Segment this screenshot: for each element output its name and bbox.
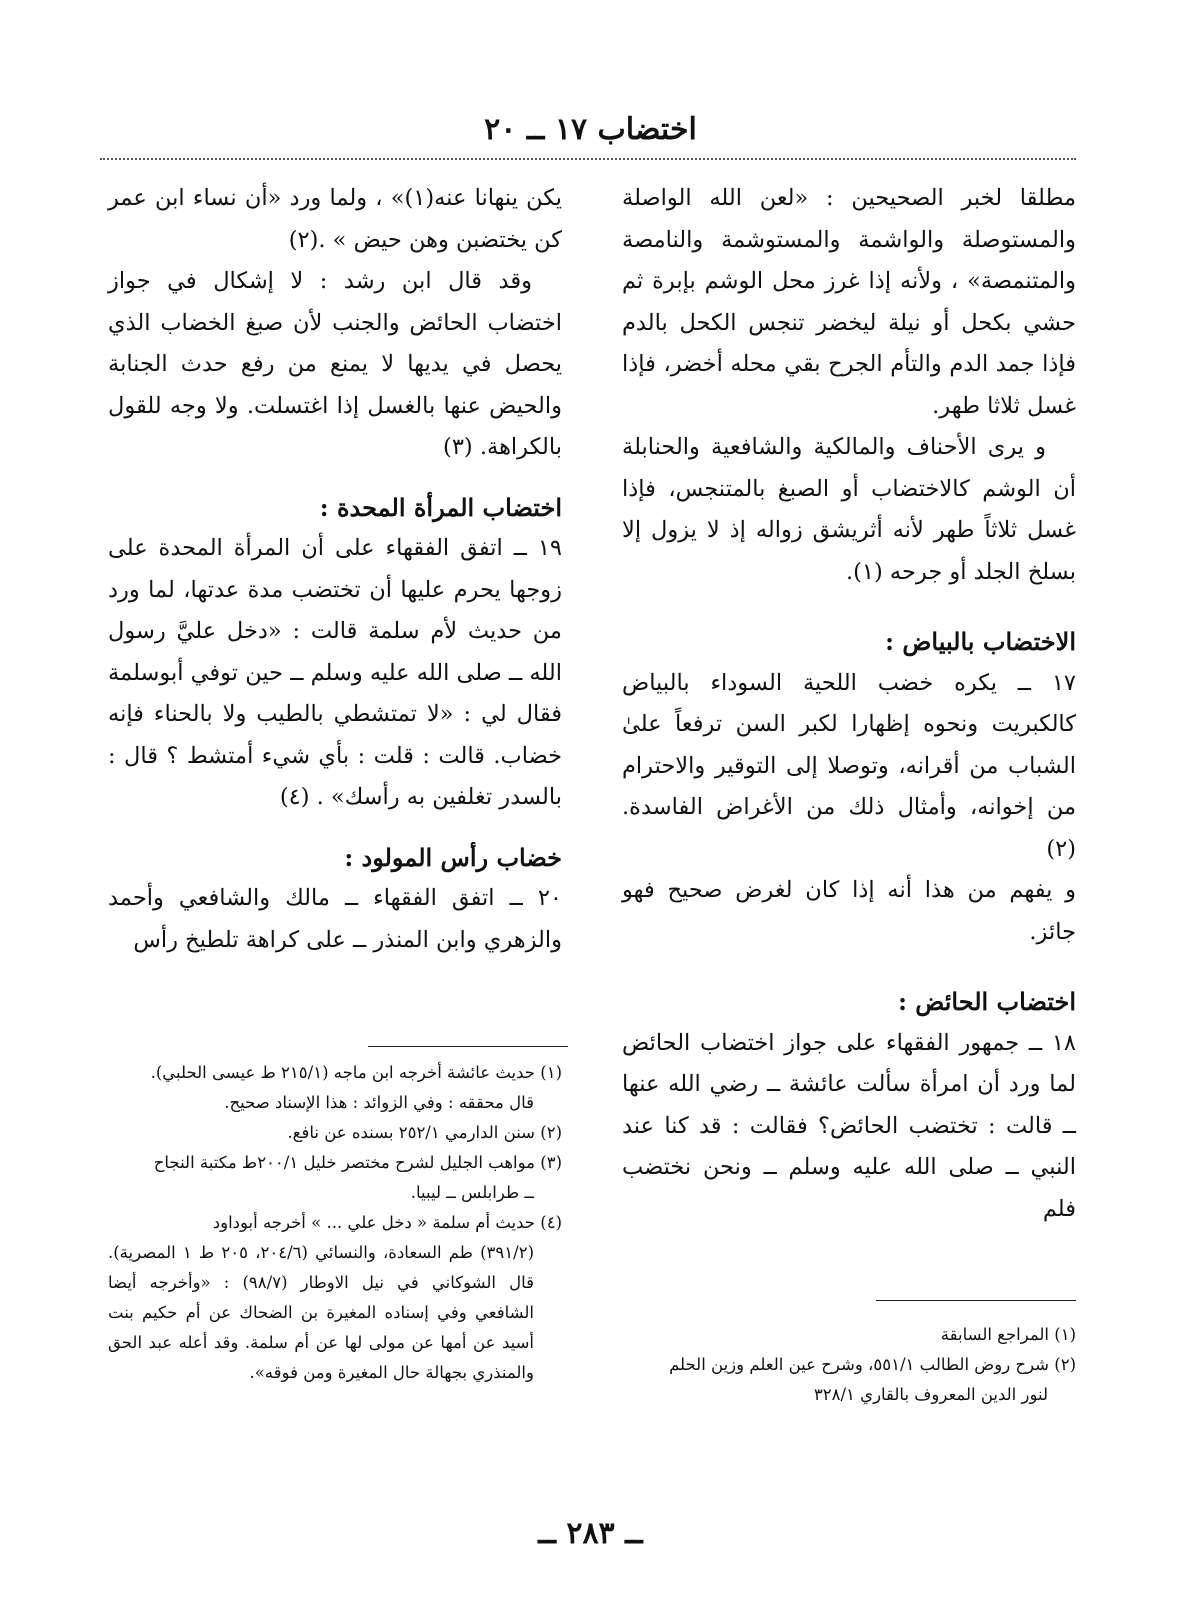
- paragraph: ١٨ ــ جمهور الفقهاء على جواز اختضاب الحائض لما ورد أن امرأة سألت عائشة ــ رضي الله عنها ــ قالت : تختضب الحائض؟ فقالت : قد كنا عند النبي ــ صلى الله عليه وسلم ــ ونحن نختضب فلم: [622, 1029, 1076, 1222]
- footnote: (٢) شرح روض الطالب ٥٥١/١، وشرح عين العلم وزين الحلم لنور الدين المعروف بالقاري ٣٢٨/١: [669, 1355, 1076, 1404]
- footnote: (١) المراجع السابقة: [940, 1325, 1076, 1344]
- left-column: [108, 178, 562, 961]
- footnote: (٢) سنن الدارمي ٢٥٢/١ بسنده عن نافع.: [287, 1123, 562, 1142]
- paragraph: ٢٠ ــ اتفق الفقهاء ــ مالك والشافعي وأحمد والزهري وابن المنذر ــ على كراهة تلطيخ رأس: [108, 885, 562, 953]
- footnote-divider: [876, 1300, 1076, 1301]
- footnote: (٣) مواهب الجليل لشرح مختصر خليل ٢٠٠/١ط مكتبة النجاح ــ طرابلس ــ ليبيا.: [153, 1153, 562, 1202]
- paragraph: يكن ينهانا عنه(١)» ، ولما ورد «أن نساء ابن عمر كن يختضبن وهن حيض » .(٢): [108, 185, 562, 253]
- header-divider: [100, 158, 1076, 160]
- footnotes-right: [622, 1320, 1076, 1410]
- section-heading: خضاب رأس المولود :: [344, 842, 562, 872]
- section-heading: اختضاب الحائض :: [898, 987, 1076, 1016]
- page-number: ــ ٢٨٣ ــ: [538, 1516, 643, 1551]
- paragraph: وقد قال ابن رشد : لا إشكال في جواز اختضاب الحائض والجنب لأن صبغ الخضاب الذي يحصل في يديها لا يمنع من رفع حدث الجنابة والحيض عنها بالغسل إذا اغتسلت. ولا وجه للقول بالكراهة. (٣): [108, 268, 562, 460]
- paragraph: و يرى الأحناف والمالكية والشافعية والحنابلة أن الوشم كالاختضاب أو الصبغ بالمتنجس، فإذا غسل ثلاثاً طهر لأنه أثريشق زواله إذ لا يزول إلا بسلخ الجلد أو جرحه (١).: [622, 434, 1077, 585]
- right-column: [622, 178, 1076, 1230]
- paragraph: و يفهم من هذا أنه إذا كان لغرض صحيح فهو جائز.: [622, 877, 1076, 945]
- footnote-divider: [368, 1046, 568, 1047]
- section-heading: اختضاب المرأة المحدة :: [319, 492, 562, 522]
- paragraph: ١٩ ــ اتفق الفقهاء على أن المرأة المحدة على زوجها يحرم عليها أن تختضب مدة عدتها، لما ورد من حديث لأم سلمة قالت : «دخل عليَّ رسول الله ــ صلى الله عليه وسلم ــ حين توفي أبوسلمة فقال لي : «لا تمتشطي بالطيب ولا بالحناء فإنه خضاب. قالت : قلت : بأي شيء أمتشط ؟ قال : بالسدر تغلفين به رأسك» . (٤): [108, 535, 562, 810]
- paragraph: مطلقا لخبر الصحيحين : «لعن الله الواصلة والمستوصلة والواشمة والمستوشمة والنامصة والمتنمصة» ، ولأنه إذا غرز محل الوشم بإبرة ثم حشي بكحل أو نيلة ليخضر تنجس الكحل بالدم فإذا جمد الدم والتأم الجرح بقي محله أخضر، فإذا غسل ثلاثا طهر.: [622, 185, 1076, 419]
- footnote: (٤) حديث أم سلمة « دخل علي ... » أخرجه أبوداود (٣٩١/٢) طم السعادة، والنسائي (٢٠٤/٦، ٢٠٥ ط ١ المصرية). قال الشوكاني في نيل الاوطار (٩٨/٧) : «وأخرجه أيضا الشافعي وفي إسناده المغيرة بن الضحاك عن أم حكيم بنت أسيد عن أمها عن مولى لها عن أم سلمة. وقد أعله عبد الحق والمنذري بجهالة حال المغيرة ومن فوقه».: [108, 1213, 562, 1382]
- footnotes-left: [108, 1058, 562, 1388]
- footnote: (١) حديث عائشة أخرجه ابن ماجه (٢١٥/١ ط عيسى الحلبي). قال محققه : وفي الزوائد : هذا الإسناد صحيح.: [150, 1063, 562, 1112]
- paragraph: ١٧ ــ يكره خضب اللحية السوداء بالبياض كالكبريت ونحوه إظهارا لكبر السن ترفعاً علىٰ الشباب من أقرانه، وتوصلا إلى التوقير والاحترام من إخوانه، وأمثال ذلك من الأغراض الفاسدة. (٢): [622, 669, 1076, 862]
- section-heading: الاختضاب بالبياض :: [885, 627, 1076, 656]
- running-header: اختضاب ١٧ ــ ٢٠: [484, 112, 697, 147]
